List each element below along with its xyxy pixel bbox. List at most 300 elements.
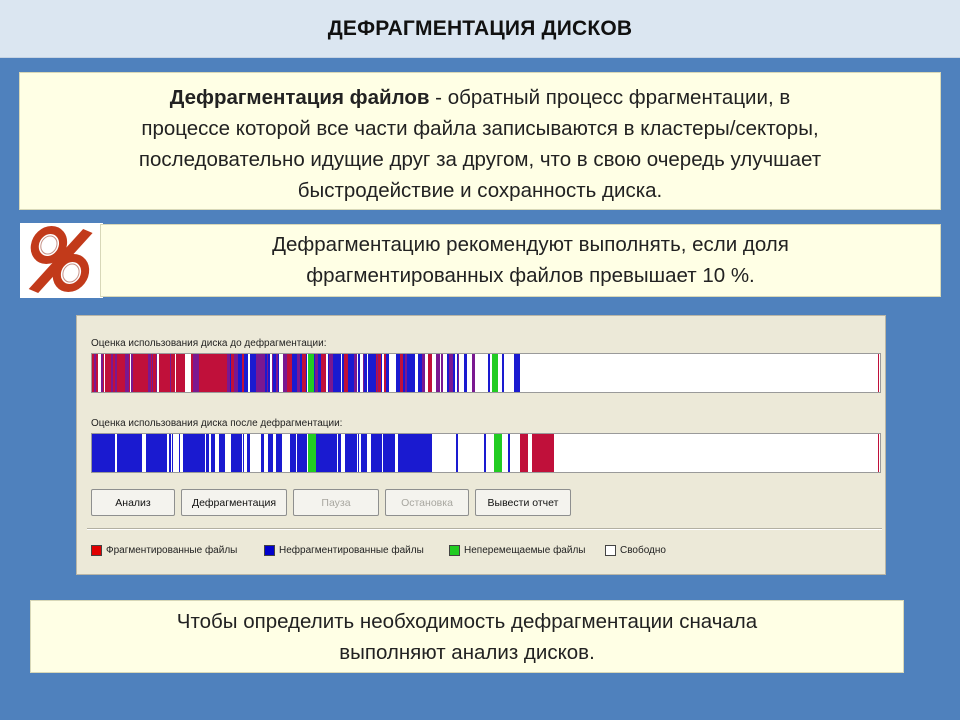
definition-term: Дефрагментация файлов: [169, 86, 430, 109]
disk-map-segment: [242, 434, 243, 472]
disk-map-segment: [165, 434, 166, 472]
disk-map-segment: [392, 354, 394, 392]
disk-map-segment: [131, 354, 133, 392]
disk-map-segment: [398, 354, 400, 392]
disk-map-segment: [351, 434, 352, 472]
disk-map-segment: [243, 434, 244, 472]
disk-map-segment: [409, 354, 411, 392]
disk-map-segment: [476, 354, 477, 392]
defragment-button[interactable]: Дефрагментация: [181, 489, 287, 516]
disk-map-segment: [250, 354, 254, 392]
disk-map-segment: [215, 434, 219, 472]
disk-map-segment: [314, 354, 315, 392]
definition-line-3: последовательно идущие друг за другом, что в свою очередь улучшает: [138, 148, 822, 171]
disk-map-segment: [299, 434, 303, 472]
disk-map-segment: [315, 354, 318, 392]
disk-map-segment: [401, 434, 402, 472]
disk-map-segment: [405, 354, 407, 392]
disk-map-segment: [326, 354, 328, 392]
disk-map-segment: [316, 434, 317, 472]
disk-map-segment: [407, 354, 409, 392]
disk-map-segment: [381, 354, 382, 392]
recommendation-line-2: фрагментированных файлов превышает 10 %.: [306, 264, 755, 287]
disk-map-segment: [146, 434, 148, 472]
disk-map-segment: [378, 434, 382, 472]
legend-swatch-fragmented: [91, 545, 102, 556]
disk-map-segment: [175, 354, 176, 392]
disk-map-segment: [178, 434, 179, 472]
disk-map-segment: [156, 354, 157, 392]
disk-map-segment: [225, 434, 228, 472]
disk-map-segment: [460, 354, 464, 392]
disk-map-segment: [492, 354, 498, 392]
disk-map-segment: [193, 354, 197, 392]
disk-map-segment: [183, 354, 185, 392]
disk-map-segment: [308, 434, 316, 472]
disk-map-segment: [96, 354, 98, 392]
disk-map-segment: [287, 354, 288, 392]
disk-map-segment: [276, 354, 278, 392]
disk-map-segment: [182, 354, 183, 392]
disk-map-segment: [328, 434, 330, 472]
disk-map-segment: [183, 434, 186, 472]
disk-map-segment: [464, 354, 467, 392]
disk-map-segment: [389, 354, 391, 392]
disk-map-segment: [383, 434, 387, 472]
disk-map-segment: [276, 434, 279, 472]
disk-map-segment: [142, 354, 144, 392]
disk-map-segment: [103, 354, 104, 392]
disk-map-segment: [269, 434, 273, 472]
disk-map-segment: [358, 434, 359, 472]
conclusion-line-2: выполняют анализ дисков.: [339, 641, 595, 664]
disk-map-segment: [290, 434, 292, 472]
disk-map-segment: [333, 354, 337, 392]
disk-map-segment: [396, 354, 398, 392]
disk-map-segment: [380, 354, 381, 392]
disk-map-segment: [344, 354, 348, 392]
disk-map-segment: [152, 354, 153, 392]
disk-map-segment: [254, 354, 256, 392]
stop-button[interactable]: Остановка: [385, 489, 469, 516]
disk-map-segment: [357, 434, 358, 472]
disk-map-segment: [321, 354, 323, 392]
disk-map-segment: [207, 354, 210, 392]
disk-map-segment: [502, 354, 504, 392]
disk-map-segment: [190, 434, 191, 472]
disk-map-segment: [358, 354, 360, 392]
disk-map-segment: [394, 434, 395, 472]
disk-map-segment: [371, 434, 374, 472]
disk-map-segment: [400, 354, 403, 392]
disk-map-segment: [234, 354, 238, 392]
page-title: ДЕФРАГМЕНТАЦИЯ ДИСКОВ: [327, 16, 633, 40]
disk-map-segment: [265, 354, 267, 392]
disk-map-segment: [172, 434, 173, 472]
disk-map-segment: [209, 434, 211, 472]
disk-map-segment: [127, 354, 129, 392]
disk-map-segment: [458, 354, 459, 392]
disk-map-segment: [128, 434, 132, 472]
disk-map-segment: [203, 354, 204, 392]
disk-map-segment: [279, 354, 283, 392]
disk-map-segment: [278, 354, 279, 392]
disk-map-segment: [360, 354, 363, 392]
disk-map-segment: [391, 354, 392, 392]
disk-map-segment: [157, 354, 159, 392]
disk-map-segment: [152, 434, 154, 472]
disk-map-segment: [351, 354, 354, 392]
definition-line-1-rest: - обратный процесс фрагментации, в: [429, 86, 791, 109]
disk-map-segment: [163, 354, 166, 392]
disk-map-segment: [514, 354, 520, 392]
disk-map-segment: [133, 354, 137, 392]
disk-map-segment: [449, 354, 453, 392]
disk-map-segment: [206, 434, 209, 472]
disk-map-segment: [328, 354, 329, 392]
disk-map-segment: [136, 434, 137, 472]
disk-map-segment: [109, 354, 111, 392]
disk-map-segment: [459, 354, 460, 392]
disk-map-segment: [392, 434, 394, 472]
disk-map-segment: [267, 354, 268, 392]
disk-map-segment: [242, 354, 244, 392]
disk-map-segment: [94, 354, 95, 392]
disk-map-segment: [494, 434, 502, 472]
disk-map-segment: [447, 354, 449, 392]
disk-map-segment: [159, 354, 163, 392]
disk-map-segment: [232, 434, 233, 472]
disk-map-segment: [186, 354, 189, 392]
disk-map-segment: [508, 434, 510, 472]
disk-map-segment: [255, 434, 259, 472]
disk-map-segment: [196, 434, 199, 472]
disk-map-segment: [330, 434, 332, 472]
disk-map-segment: [520, 434, 528, 472]
disk-map-segment: [440, 354, 441, 392]
disk-map-segment: [204, 354, 205, 392]
disk-map-segment: [181, 354, 182, 392]
disk-map-segment: [185, 354, 186, 392]
disk-map-segment: [355, 434, 357, 472]
disk-map-segment: [352, 434, 355, 472]
disk-map-segment: [357, 354, 358, 392]
disk-map-segment: [248, 434, 250, 472]
disk-map-segment: [384, 354, 386, 392]
disk-map-segment: [177, 354, 181, 392]
disk-map-segment: [297, 354, 300, 392]
disk-map-segment: [191, 434, 192, 472]
disk-map-segment: [251, 434, 255, 472]
disk-map-segment: [432, 354, 436, 392]
legend-label-contiguous: Нефрагментированные файлы: [279, 545, 424, 556]
disk-map-segment: [342, 354, 344, 392]
disk-map-segment: [137, 434, 141, 472]
disk-map-segment: [455, 354, 457, 392]
definition-line-4: быстродействие и сохранность диска.: [297, 179, 663, 202]
disk-map-segment: [227, 354, 230, 392]
disk-map-segment: [189, 354, 191, 392]
disk-map-segment: [186, 434, 188, 472]
disk-map-segment: [127, 434, 128, 472]
recommendation-box: [100, 224, 941, 297]
disk-map-segment: [234, 434, 238, 472]
disk-map-segment: [338, 434, 339, 472]
disk-map-segment: [151, 354, 152, 392]
disk-map-segment: [367, 434, 371, 472]
disk-map-segment: [261, 434, 264, 472]
disk-map-segment: [422, 354, 424, 392]
disk-map-segment: [347, 434, 350, 472]
disk-map-segment: [878, 354, 879, 392]
conclusion-line-1: Чтобы определить необходимость дефрагментации сначала: [176, 610, 758, 633]
disk-map-segment: [180, 434, 183, 472]
disk-map-segment: [283, 354, 286, 392]
disk-map-segment: [374, 434, 378, 472]
disk-map-segment: [124, 434, 127, 472]
disk-map-segment: [359, 434, 361, 472]
disk-map-segment: [171, 354, 174, 392]
disk-map-segment: [456, 434, 458, 472]
legend-label-free: Свободно: [620, 545, 666, 556]
disk-map-segment: [420, 354, 422, 392]
conclusion-box: [30, 600, 904, 673]
disk-map-segment: [411, 354, 415, 392]
disk-map-segment: [119, 354, 121, 392]
disk-map-segment: [279, 434, 282, 472]
disk-map-segment: [257, 354, 261, 392]
disk-map-segment: [176, 354, 177, 392]
disk-map-segment: [205, 354, 207, 392]
disk-map-segment: [477, 354, 481, 392]
disk-map-segment: [248, 354, 250, 392]
disk-map-segment: [363, 354, 364, 392]
disk-map-segment: [372, 354, 376, 392]
disk-map-segment: [218, 354, 222, 392]
disk-map-segment: [98, 354, 101, 392]
disk-map-segment: [273, 354, 276, 392]
disk-map-segment: [270, 354, 272, 392]
disk-map-segment: [101, 354, 103, 392]
disk-map-segment: [137, 354, 139, 392]
disk-map-segment: [188, 434, 189, 472]
disk-map-segment: [457, 354, 458, 392]
disk-map-segment: [167, 434, 169, 472]
disk-map-segment: [141, 354, 142, 392]
disk-map-segment: [142, 434, 146, 472]
legend-unmovable: [449, 545, 585, 556]
disk-map-segment: [214, 354, 218, 392]
disk-map-after: [91, 433, 881, 473]
disk-map-segment: [202, 434, 205, 472]
percent-icon: [20, 223, 103, 298]
disk-map-segment: [110, 434, 113, 472]
disk-map-segment: [117, 434, 120, 472]
disk-map-segment: [139, 354, 141, 392]
disk-map-segment: [367, 354, 368, 392]
disk-map-segment: [231, 434, 232, 472]
disk-map-segment: [117, 354, 119, 392]
disk-map-segment: [339, 434, 341, 472]
after-caption: Оценка использования диска после дефрагментации:: [91, 418, 343, 429]
disk-map-segment: [395, 434, 398, 472]
disk-map-segment: [345, 434, 347, 472]
disk-map-segment: [113, 434, 115, 472]
disk-map-segment: [115, 354, 117, 392]
disk-map-segment: [376, 354, 377, 392]
disk-map-segment: [443, 354, 447, 392]
disk-map-after-bars: [92, 434, 880, 472]
disk-map-segment: [173, 434, 175, 472]
disk-map-segment: [191, 354, 193, 392]
disk-map-segment: [192, 434, 196, 472]
disk-map-segment: [332, 434, 336, 472]
disk-map-segment: [228, 434, 231, 472]
disk-map-segment: [220, 434, 221, 472]
disk-map-segment: [341, 434, 345, 472]
defrag-window: [76, 315, 886, 575]
disk-map-segment: [247, 434, 248, 472]
disk-map-segment: [256, 354, 257, 392]
disk-map-segment: [158, 434, 162, 472]
disk-map-segment: [92, 354, 94, 392]
disk-map-segment: [189, 434, 190, 472]
disk-map-segment: [364, 354, 367, 392]
disk-map-segment: [318, 354, 321, 392]
disk-map-segment: [306, 354, 307, 392]
disk-map-segment: [268, 434, 269, 472]
disk-map-segment: [121, 354, 125, 392]
disk-map-segment: [292, 434, 296, 472]
disk-map-segment: [467, 354, 471, 392]
disk-map-segment: [475, 354, 476, 392]
disk-map-segment: [273, 434, 276, 472]
disk-map-segment: [488, 354, 490, 392]
disk-map-segment: [320, 434, 324, 472]
legend-free: [605, 545, 666, 556]
disk-map-segment: [282, 434, 286, 472]
disk-map-segment: [202, 354, 203, 392]
disk-map-segment: [441, 354, 443, 392]
definition-box: [19, 72, 941, 210]
disk-map-segment: [300, 354, 302, 392]
disk-map-segment: [428, 354, 432, 392]
disk-map-segment: [111, 354, 113, 392]
before-caption: Оценка использования диска до дефрагментации:: [91, 338, 327, 349]
legend-contiguous: [264, 545, 424, 556]
analyze-button[interactable]: Анализ: [91, 489, 175, 516]
disk-map-segment: [175, 434, 178, 472]
disk-map-segment: [169, 434, 171, 472]
disk-map-segment: [394, 354, 396, 392]
disk-map-segment: [286, 434, 290, 472]
disk-map-segment: [368, 354, 372, 392]
disk-map-segment: [162, 434, 165, 472]
legend-swatch-free: [605, 545, 616, 556]
disk-map-segment: [324, 434, 328, 472]
legend-label-fragmented: Фрагментированные файлы: [106, 545, 238, 556]
disk-map-before-bars: [92, 354, 880, 392]
disk-map-segment: [403, 354, 405, 392]
disk-map-segment: [219, 434, 220, 472]
disk-map-segment: [210, 354, 214, 392]
disk-map-segment: [418, 354, 420, 392]
disk-map-segment: [288, 354, 292, 392]
disk-map-segment: [144, 354, 148, 392]
disk-map-segment: [378, 354, 380, 392]
legend-swatch-unmovable: [449, 545, 460, 556]
disk-map-segment: [471, 354, 472, 392]
disk-map-segment: [197, 354, 199, 392]
disk-map-segment: [453, 354, 455, 392]
disk-map-segment: [348, 354, 349, 392]
disk-map-segment: [92, 434, 110, 472]
disk-map-segment: [337, 434, 338, 472]
view-report-button[interactable]: Вывести отчет: [475, 489, 571, 516]
disk-map-segment: [398, 434, 401, 472]
disk-map-segment: [148, 354, 151, 392]
disk-map-segment: [153, 354, 156, 392]
disk-map-segment: [211, 434, 215, 472]
pause-button[interactable]: Пауза: [293, 489, 379, 516]
disk-map-segment: [130, 354, 131, 392]
disk-map-segment: [231, 354, 234, 392]
disk-map-segment: [247, 354, 248, 392]
disk-map-segment: [268, 354, 270, 392]
recommendation-line-1: Дефрагментацию рекомендуют выполнять, если доля: [272, 233, 789, 256]
legend-fragmented: [91, 545, 237, 556]
disk-map-segment: [341, 354, 342, 392]
disk-map-segment: [436, 354, 440, 392]
legend-swatch-contiguous: [264, 545, 275, 556]
disk-map-segment: [308, 354, 314, 392]
disk-map-segment: [244, 354, 247, 392]
legend-label-unmovable: Неперемещаемые файлы: [464, 545, 586, 556]
disk-map-segment: [354, 354, 357, 392]
disk-map-segment: [350, 434, 351, 472]
disk-map-segment: [297, 434, 299, 472]
disk-map-segment: [105, 354, 109, 392]
disk-map-segment: [425, 354, 428, 392]
disk-map-segment: [382, 354, 384, 392]
disk-map-segment: [272, 354, 273, 392]
disk-map-segment: [148, 434, 152, 472]
disk-map-segment: [472, 354, 475, 392]
disk-map-segment: [141, 434, 142, 472]
disk-map-segment: [259, 434, 261, 472]
disk-map-segment: [304, 434, 307, 472]
disk-map-segment: [388, 434, 392, 472]
disk-map-segment: [166, 354, 170, 392]
title-bar: [0, 0, 960, 58]
disk-map-segment: [337, 354, 341, 392]
disk-map-segment: [132, 434, 136, 472]
disk-map-segment: [113, 354, 115, 392]
disk-map-segment: [296, 434, 297, 472]
disk-map-segment: [205, 434, 206, 472]
disk-map-segment: [292, 354, 296, 392]
disk-map-segment: [221, 434, 225, 472]
disk-map-segment: [120, 434, 124, 472]
disk-map-segment: [264, 434, 268, 472]
separator: [87, 528, 882, 530]
disk-map-segment: [238, 434, 242, 472]
disk-map-segment: [104, 354, 105, 392]
disk-map-segment: [250, 434, 251, 472]
disk-map-segment: [323, 354, 326, 392]
disk-map-segment: [154, 434, 158, 472]
definition-line-1: [32, 82, 928, 113]
